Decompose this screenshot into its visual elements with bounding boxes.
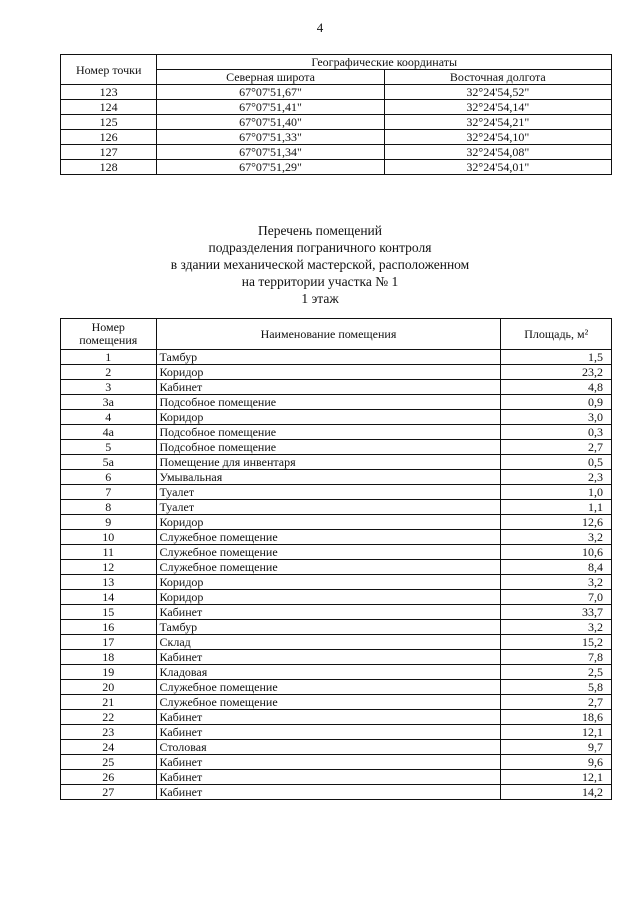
room-number-cell: 6: [61, 470, 157, 485]
room-name-cell: Кабинет: [156, 785, 501, 800]
room-number-cell: 3а: [61, 395, 157, 410]
room-name-cell: Столовая: [156, 740, 501, 755]
header-east-longitude: Восточная долгота: [384, 70, 611, 85]
header-geo-coordinates: Географические координаты: [157, 55, 612, 70]
room-number-cell: 20: [61, 680, 157, 695]
room-number-cell: 21: [61, 695, 157, 710]
rooms-header-row: [61, 319, 612, 350]
room-area-cell: 5,8: [501, 680, 612, 695]
room-row: [61, 425, 612, 440]
room-row: [61, 485, 612, 500]
point-number-cell: 124: [61, 100, 157, 115]
room-area-cell: 1,1: [501, 500, 612, 515]
room-area-cell: 18,6: [501, 710, 612, 725]
room-row: [61, 665, 612, 680]
room-area-cell: 4,8: [501, 380, 612, 395]
room-number-cell: 17: [61, 635, 157, 650]
room-area-cell: 2,7: [501, 695, 612, 710]
room-area-cell: 3,0: [501, 410, 612, 425]
title-line: подразделения пограничного контроля: [208, 240, 432, 255]
room-number-cell: 19: [61, 665, 157, 680]
room-name-cell: Кабинет: [156, 605, 501, 620]
room-row: [61, 575, 612, 590]
room-area-cell: 1,5: [501, 350, 612, 365]
room-area-cell: 8,4: [501, 560, 612, 575]
title-line: Перечень помещений: [258, 223, 382, 238]
header-point-number: Номер точки: [61, 55, 157, 85]
room-area-cell: 1,0: [501, 485, 612, 500]
coordinate-row: [61, 160, 612, 175]
room-row: [61, 530, 612, 545]
longitude-cell: 32°24'54,01": [384, 160, 611, 175]
room-name-cell: Коридор: [156, 410, 501, 425]
longitude-cell: 32°24'54,10": [384, 130, 611, 145]
room-name-cell: Туалет: [156, 500, 501, 515]
title-line: на территории участка № 1: [241, 274, 399, 289]
room-number-cell: 1: [61, 350, 157, 365]
coordinate-row: [61, 130, 612, 145]
room-number-cell: 4а: [61, 425, 157, 440]
header-room-name: Наименование помещения: [156, 319, 501, 350]
room-area-cell: 3,2: [501, 530, 612, 545]
coordinate-row: [61, 100, 612, 115]
room-name-cell: Кабинет: [156, 770, 501, 785]
latitude-cell: 67°07'51,40": [157, 115, 384, 130]
room-area-cell: 9,6: [501, 755, 612, 770]
room-row: [61, 500, 612, 515]
latitude-cell: 67°07'51,29": [157, 160, 384, 175]
room-number-cell: 4: [61, 410, 157, 425]
rooms-table: [60, 318, 612, 800]
point-number-cell: 126: [61, 130, 157, 145]
latitude-cell: 67°07'51,41": [157, 100, 384, 115]
room-number-cell: 5: [61, 440, 157, 455]
room-number-cell: 3: [61, 380, 157, 395]
room-number-cell: 13: [61, 575, 157, 590]
room-number-cell: 14: [61, 590, 157, 605]
room-area-cell: 12,6: [501, 515, 612, 530]
room-name-cell: Тамбур: [156, 620, 501, 635]
room-row: [61, 440, 612, 455]
room-area-cell: 0,3: [501, 425, 612, 440]
point-number-cell: 128: [61, 160, 157, 175]
title-line: в здании механической мастерской, расположенном: [170, 257, 470, 272]
coordinates-header-row: [61, 55, 612, 70]
room-number-cell: 7: [61, 485, 157, 500]
room-name-cell: Коридор: [156, 575, 501, 590]
room-row: [61, 410, 612, 425]
header-room-area: Площадь, м²: [501, 319, 612, 350]
room-name-cell: Умывальная: [156, 470, 501, 485]
header-north-latitude: Северная широта: [157, 70, 384, 85]
room-name-cell: Подсобное помещение: [156, 425, 501, 440]
room-name-cell: Коридор: [156, 515, 501, 530]
coordinate-row: [61, 85, 612, 100]
room-number-cell: 18: [61, 650, 157, 665]
room-area-cell: 14,2: [501, 785, 612, 800]
latitude-cell: 67°07'51,67": [157, 85, 384, 100]
room-name-cell: Кабинет: [156, 725, 501, 740]
room-name-cell: Кабинет: [156, 755, 501, 770]
room-row: [61, 710, 612, 725]
room-row: [61, 785, 612, 800]
room-name-cell: Помещение для инвентаря: [156, 455, 501, 470]
longitude-cell: 32°24'54,14": [384, 100, 611, 115]
room-number-cell: 9: [61, 515, 157, 530]
room-area-cell: 12,1: [501, 770, 612, 785]
room-row: [61, 770, 612, 785]
room-name-cell: Кладовая: [156, 665, 501, 680]
room-row: [61, 470, 612, 485]
room-row: [61, 590, 612, 605]
room-area-cell: 3,2: [501, 575, 612, 590]
room-number-cell: 10: [61, 530, 157, 545]
longitude-cell: 32°24'54,52": [384, 85, 611, 100]
room-row: [61, 740, 612, 755]
room-row: [61, 455, 612, 470]
coordinate-row: [61, 145, 612, 160]
room-name-cell: Кабинет: [156, 380, 501, 395]
room-row: [61, 380, 612, 395]
room-area-cell: 2,5: [501, 665, 612, 680]
room-number-cell: 22: [61, 710, 157, 725]
room-number-cell: 27: [61, 785, 157, 800]
room-name-cell: Подсобное помещение: [156, 440, 501, 455]
room-name-cell: Служебное помещение: [156, 545, 501, 560]
room-name-cell: Подсобное помещение: [156, 395, 501, 410]
room-number-cell: 11: [61, 545, 157, 560]
room-number-cell: 8: [61, 500, 157, 515]
room-number-cell: 16: [61, 620, 157, 635]
page-number: 4: [316, 20, 324, 35]
room-row: [61, 395, 612, 410]
room-name-cell: Склад: [156, 635, 501, 650]
room-area-cell: 9,7: [501, 740, 612, 755]
header-room-number: [61, 319, 157, 350]
room-area-cell: 3,2: [501, 620, 612, 635]
document-title: [0, 222, 640, 307]
room-row: [61, 650, 612, 665]
room-row: [61, 620, 612, 635]
point-number-cell: 125: [61, 115, 157, 130]
room-number-cell: 25: [61, 755, 157, 770]
room-row: [61, 725, 612, 740]
room-area-cell: 33,7: [501, 605, 612, 620]
room-number-cell: 12: [61, 560, 157, 575]
room-number-cell: 15: [61, 605, 157, 620]
room-name-cell: Коридор: [156, 590, 501, 605]
coordinate-row: [61, 115, 612, 130]
room-name-cell: Кабинет: [156, 650, 501, 665]
room-number-cell: 23: [61, 725, 157, 740]
room-row: [61, 515, 612, 530]
room-row: [61, 695, 612, 710]
room-area-cell: 0,5: [501, 455, 612, 470]
room-name-cell: Тамбур: [156, 350, 501, 365]
room-name-cell: Служебное помещение: [156, 560, 501, 575]
room-area-cell: 2,7: [501, 440, 612, 455]
room-name-cell: Служебное помещение: [156, 530, 501, 545]
room-row: [61, 680, 612, 695]
room-area-cell: 0,9: [501, 395, 612, 410]
room-number-cell: 24: [61, 740, 157, 755]
room-name-cell: Туалет: [156, 485, 501, 500]
coordinates-table: [60, 54, 612, 175]
point-number-cell: 123: [61, 85, 157, 100]
room-name-cell: Служебное помещение: [156, 680, 501, 695]
room-area-cell: 23,2: [501, 365, 612, 380]
room-number-cell: 2: [61, 365, 157, 380]
room-row: [61, 635, 612, 650]
room-row: [61, 605, 612, 620]
room-area-cell: 2,3: [501, 470, 612, 485]
room-row: [61, 365, 612, 380]
latitude-cell: 67°07'51,34": [157, 145, 384, 160]
header-room-number-line2: помещения: [79, 333, 138, 347]
room-name-cell: Кабинет: [156, 710, 501, 725]
room-row: [61, 560, 612, 575]
room-area-cell: 15,2: [501, 635, 612, 650]
room-row: [61, 545, 612, 560]
longitude-cell: 32°24'54,21": [384, 115, 611, 130]
latitude-cell: 67°07'51,33": [157, 130, 384, 145]
room-name-cell: Служебное помещение: [156, 695, 501, 710]
longitude-cell: 32°24'54,08": [384, 145, 611, 160]
room-row: [61, 755, 612, 770]
header-room-number-line1: Номер: [91, 320, 125, 334]
room-area-cell: 10,6: [501, 545, 612, 560]
room-area-cell: 7,8: [501, 650, 612, 665]
floor-label: 1 этаж: [301, 291, 339, 306]
room-number-cell: 5а: [61, 455, 157, 470]
room-area-cell: 7,0: [501, 590, 612, 605]
point-number-cell: 127: [61, 145, 157, 160]
room-area-cell: 12,1: [501, 725, 612, 740]
room-number-cell: 26: [61, 770, 157, 785]
room-name-cell: Коридор: [156, 365, 501, 380]
room-row: [61, 350, 612, 365]
